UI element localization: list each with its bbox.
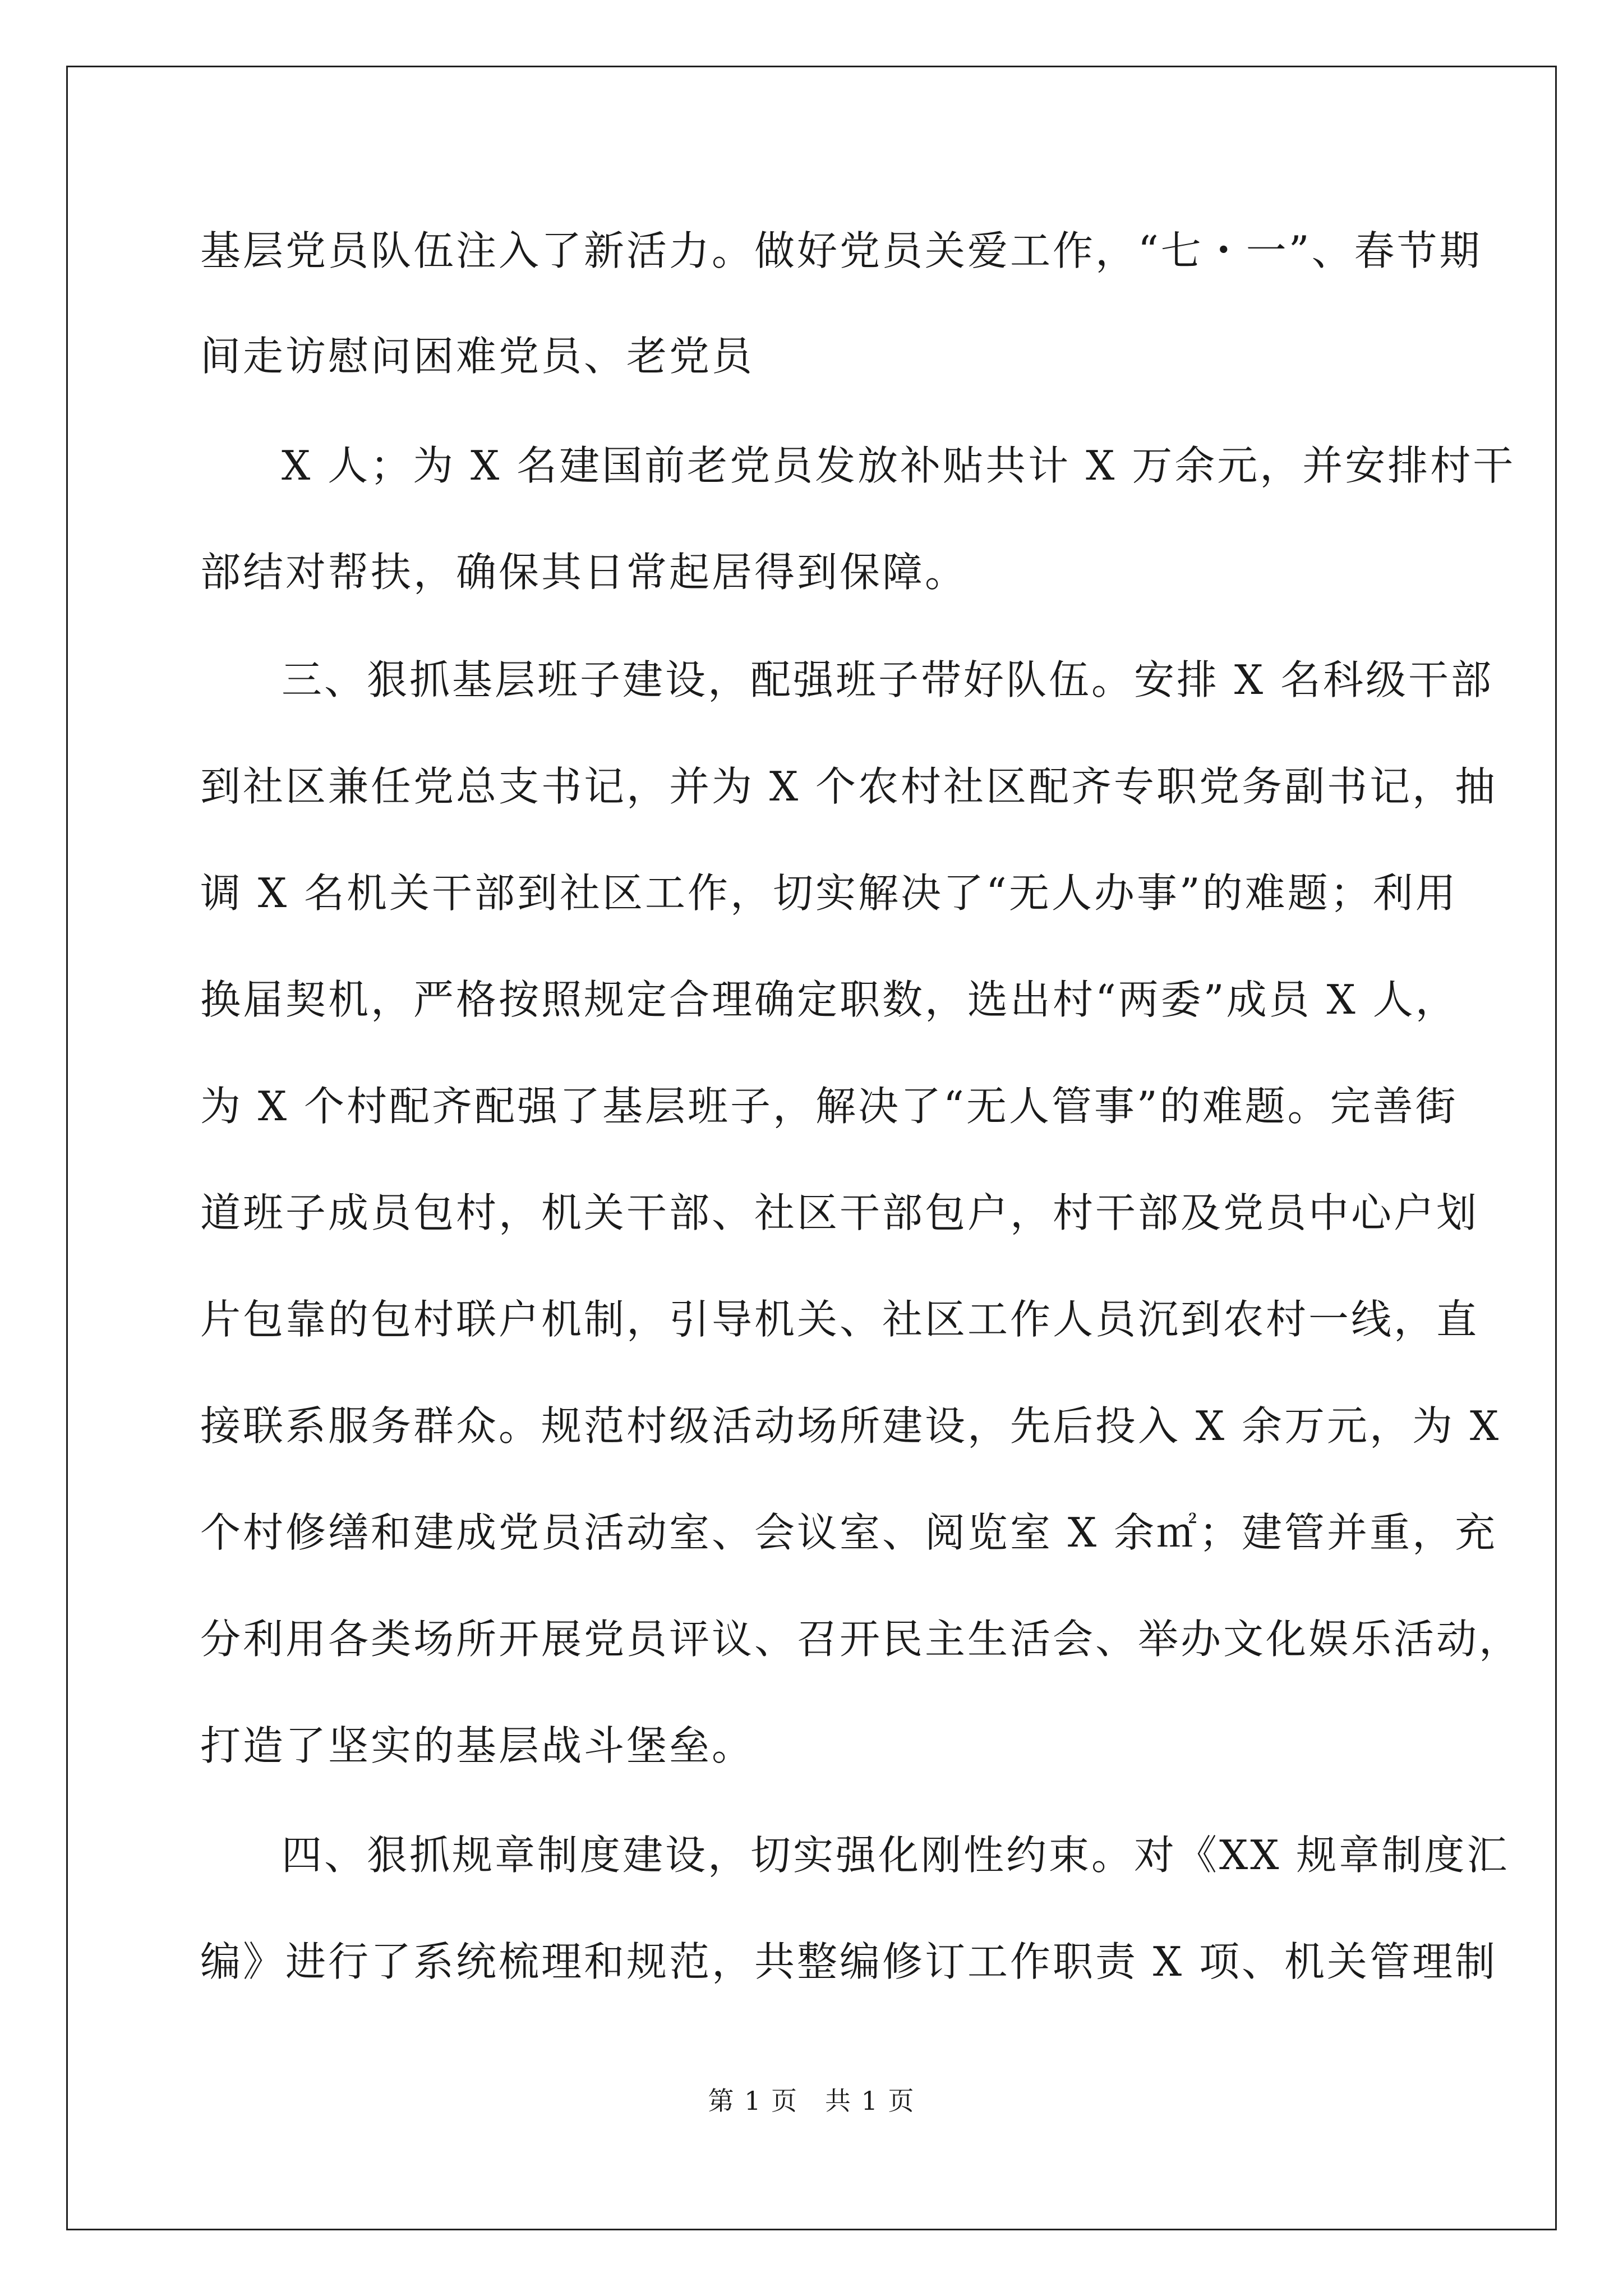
text-line: 编》进行了系统梳理和规范，共整编修订工作职责 X 项、机关管理制	[200, 1938, 1498, 1985]
page-border	[66, 66, 1557, 2230]
text-line: 调 X 名机关干部到社区工作，切实解决了“无人办事”的难题；利用	[200, 869, 1458, 917]
text-line: 为 X 个村配齐配强了基层班子，解决了“无人管事”的难题。完善街	[200, 1083, 1458, 1130]
text-line: 分利用各类场所开展党员评议、召开民主生活会、举办文化娱乐活动，	[200, 1616, 1522, 1663]
paragraph-heading-4: 四、狠抓规章制度建设，切实强化刚性约束。对《XX 规章制度汇	[282, 1832, 1510, 1879]
paragraph-heading-3: 三、狠抓基层班子建设，配强班子带好队伍。安排 X 名科级干部	[282, 656, 1494, 703]
text-line: X 人；为 X 名建国前老党员发放补贴共计 X 万余元，并安排村干	[282, 442, 1516, 489]
text-line: 间走访慰问困难党员、老党员	[200, 333, 755, 380]
text-line: 片包靠的包村联户机制，引导机关、社区工作人员沉到农村一线，直	[200, 1296, 1479, 1343]
text-line: 接联系服务群众。规范村级活动场所建设，先后投入 X 余万元，为 X	[200, 1402, 1501, 1450]
text-line: 个村修缮和建成党员活动室、会议室、阅览室 X 余㎡；建管并重，充	[200, 1509, 1498, 1556]
text-line: 打造了坚实的基层战斗堡垒。	[200, 1722, 755, 1769]
text-line: 换届契机，严格按照规定合理确定职数，选出村“两委”成员 X 人，	[200, 976, 1458, 1023]
page-number-footer: 第 1 页 共 1 页	[708, 2086, 915, 2116]
text-line: 到社区兼任党总支书记，并为 X 个农村社区配齐专职党务副书记，抽	[200, 763, 1498, 810]
text-line: 部结对帮扶，确保其日常起居得到保障。	[200, 549, 968, 596]
text-line: 基层党员队伍注入了新活力。做好党员关爱工作，“七・一”、春节期	[200, 227, 1482, 274]
text-line: 道班子成员包村，机关干部、社区干部包户，村干部及党员中心户划	[200, 1189, 1479, 1236]
